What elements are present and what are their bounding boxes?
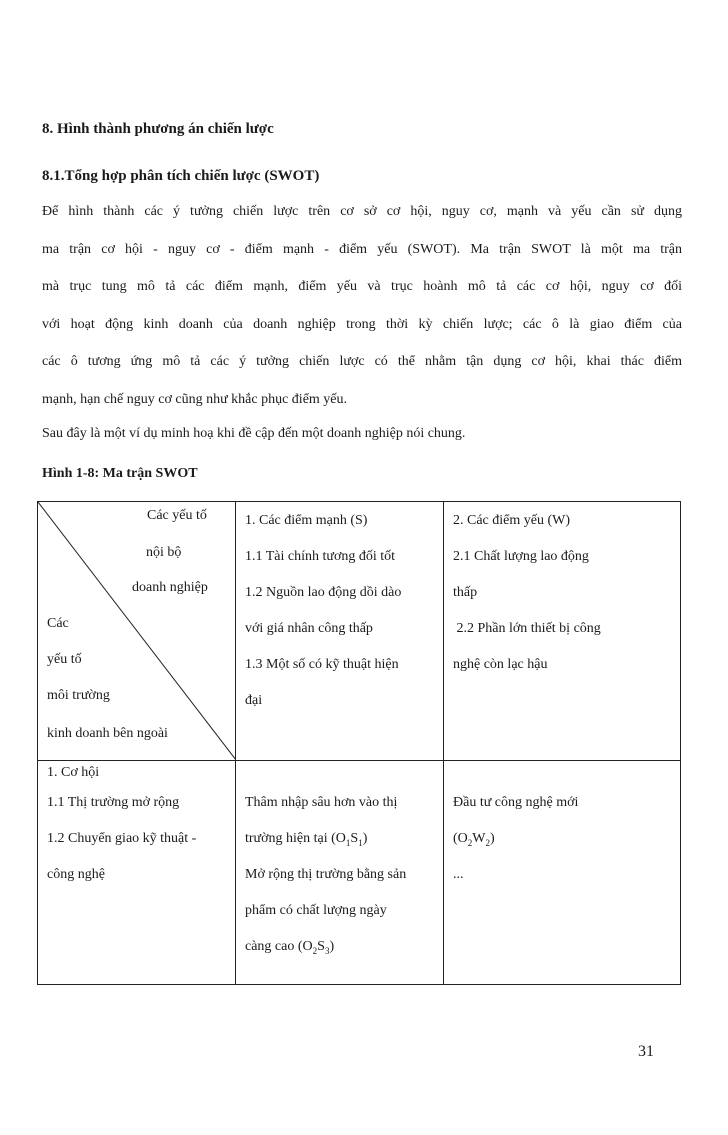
subsection-heading: 8.1.Tổng hợp phân tích chiến lược (SWOT) [42,168,320,184]
weaknesses-cell [444,502,681,761]
opportunity-item: công nghệ [47,866,105,882]
weakness-item: nghệ còn lạc hậu [453,657,548,672]
corner-internal-label: Các yếu tố [147,508,207,523]
corner-internal-label: nội bộ [146,545,182,560]
so-strategy-line: Thâm nhập sâu hơn vào thị [245,794,398,810]
paragraph-line: các ô tương ứng mô tả các ý tưởng chiến lược có thể nhằm tận dụng cơ hội, khai thác điểm [42,354,682,370]
swot-matrix [37,501,681,985]
so-strategies-cell [236,784,444,985]
weakness-item: 2.1 Chất lượng lao động [453,549,589,564]
paragraph-line: mạnh, hạn chế nguy cơ cũng như khắc phục điểm yếu. [42,391,348,407]
opportunity-item: 1.1 Thị trường mở rộng [47,794,180,810]
figure-caption: Hình 1-8: Ma trận SWOT [42,466,198,481]
paragraph-line: ma trận cơ hội - nguy cơ - điểm mạnh - điểm yếu (SWOT). Ma trận SWOT là một ma trận [42,241,682,257]
so-strategy-line: càng cao $(O_2S_3)$ [245,938,335,956]
wo-strategy-line: Đầu tư công nghệ mới [453,794,579,810]
empty-cell [236,761,444,784]
weakness-item: thấp [453,585,478,600]
corner-internal-label: doanh nghiệp [132,580,208,595]
corner-external-label: kinh doanh bên ngoài [47,726,168,741]
opportunity-item: 1.2 Chuyển giao kỹ thuật - [47,830,197,846]
wo-strategies-cell [444,784,681,985]
paragraph-line: mà trục tung mô tả các điểm mạnh, điểm yếu và trục hoành mô tả các cơ hội, nguy cơ đối [42,279,682,295]
corner-external-label: yếu tố [47,652,82,667]
swot-paragraph [42,193,682,419]
strengths-header: 1. Các điểm mạnh (S) [245,513,368,528]
opportunities-cell [38,784,236,985]
section-heading: 8. Hình thành phương án chiến lược [42,121,274,137]
strength-item: với giá nhân công thấp [245,621,373,636]
corner-external-label: môi trường [47,688,110,703]
wo-strategy-line: $(O_2W_2)$ [453,830,495,848]
page-number: 31 [638,1043,654,1060]
corner-external-label: Các [47,616,69,631]
paragraph-line: với hoạt động kinh doanh của doanh nghiệp trong thời kỳ chiến lược; các ô là giao điểm của [42,316,682,332]
so-strategy-line: phẩm có chất lượng ngày [245,902,387,918]
so-strategy-line: Mở rộng thị trường bằng sản [245,866,407,882]
strength-item: 1.2 Nguồn lao động dồi dào [245,585,402,600]
strength-item: 1.3 Một số có kỹ thuật hiện [245,657,399,672]
paragraph-line: Để hình thành các ý tưởng chiến lược trên cơ sở cơ hội, nguy cơ, mạnh và yếu cần sử dụng [42,204,682,219]
corner-cell [38,502,236,761]
weakness-item: 2.2 Phần lớn thiết bị công [453,621,601,636]
wo-strategy-line: ... [453,866,464,882]
intro-sentence: Sau đây là một ví dụ minh hoạ khi đề cập đến một doanh nghiệp nói chung. [42,426,466,441]
empty-cell [444,761,681,784]
strength-item: đại [245,693,263,708]
weaknesses-header: 2. Các điểm yếu (W) [453,513,571,528]
strength-item: 1.1 Tài chính tương đối tốt [245,549,396,564]
strengths-cell [236,502,444,761]
opportunities-header-cell [38,761,236,784]
so-strategy-line: trường hiện tại $(O_1S_1)$ [245,830,368,848]
opportunities-header: 1. Cơ hội [47,765,100,780]
